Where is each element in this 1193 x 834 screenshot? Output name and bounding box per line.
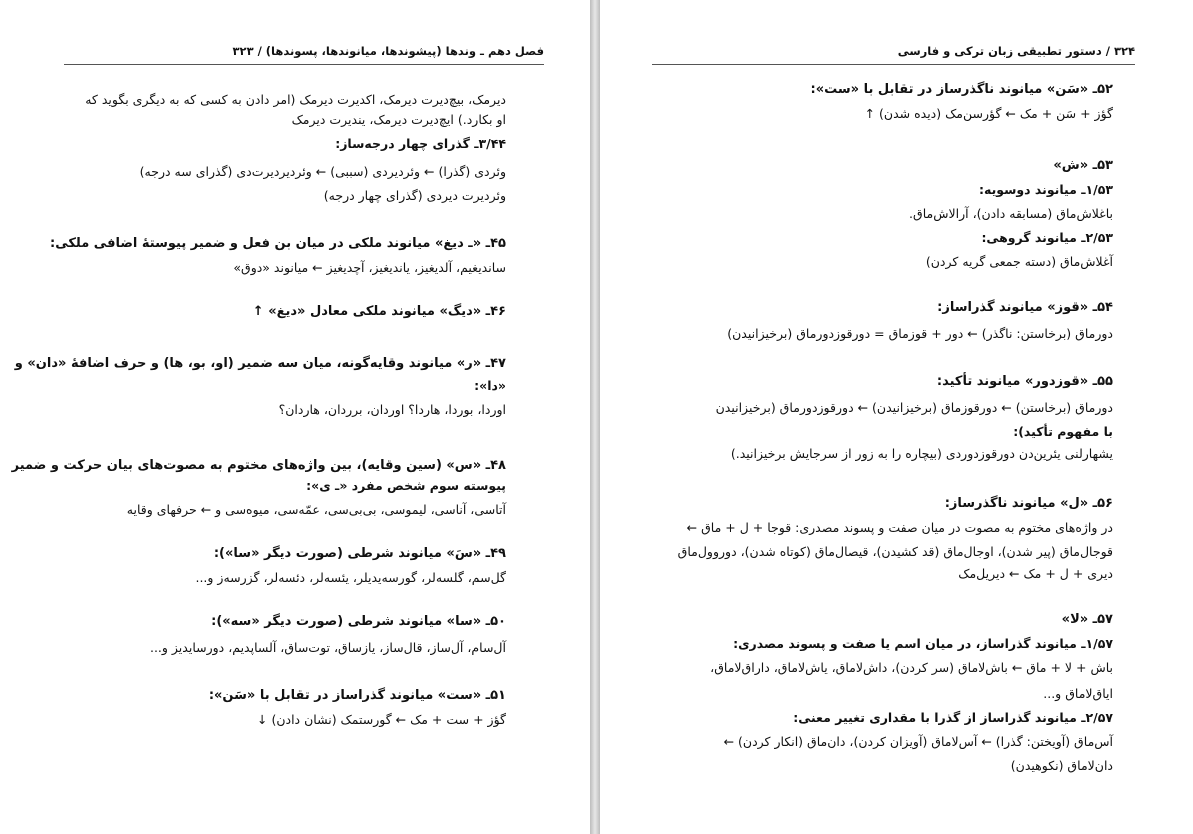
text-line: گؤز + ست + مک ← گورستمک (نشان دادن) ↓ bbox=[257, 712, 506, 727]
subsection-heading: ۱/۵۳ـ میانوند دوسویه: bbox=[978, 182, 1113, 197]
section-heading: ۵۷ـ «لا» bbox=[1061, 612, 1113, 627]
text-line: گل‌سم، گلسه‌لر، گورسه‌یدیلر، یئسه‌لر، دئسه‌لر، گزرسه‌ز و... bbox=[195, 570, 506, 585]
section-heading: ۵۲ـ «سَن» میانوند ناگذرساز در تقابل با «ست»: bbox=[810, 82, 1113, 97]
section-heading: ۵۶ـ «ل» میانوند ناگذرساز: bbox=[944, 496, 1113, 511]
text-line: یشهارلنی یئرین‌دن دورقوزدوردی (بیچاره را به زور از سرجایش برخیزانید.) bbox=[730, 446, 1113, 461]
section-heading: ۴۹ـ «سَ» میانوند شرطی (صورت دیگر «سا»): bbox=[213, 546, 506, 561]
page-header: ۳۲۴ / دستور تطبیقی زبان ترکی و فارسی bbox=[897, 44, 1135, 58]
text-line: دورماق (برخاستن: ناگذر) ← دور + قوزماق = دورقوزدورماق (برخیزانیدن) bbox=[727, 326, 1113, 341]
right-page bbox=[600, 0, 1193, 834]
text-line: آغلاش‌ماق (دسته جمعی گریه کردن) bbox=[925, 254, 1113, 269]
section-heading: ۵۳ـ «ش» bbox=[1053, 158, 1113, 173]
section-heading: ۴۵ـ «ـ دیغ» میانوند ملکی در میان بن فعل و ضمیر پیوستهٔ اضافی ملکی: bbox=[50, 236, 506, 251]
text-line: قوجال‌ماق (پیر شدن)، اوجال‌ماق (قد کشیدن)، قیصال‌ماق (کوتاه شدن)، دوروول‌ماق bbox=[677, 544, 1113, 559]
text-line: ساندیغیم، آلدیغیز، یاندیغیز، آچدیغیز ← میانوند «دوق» bbox=[233, 260, 506, 275]
section-heading: ۴۸ـ «س» (سین وقایه)، بین واژه‌های مختوم به مصوت‌های بیان حرکت و ضمیر bbox=[11, 458, 506, 473]
header-rule bbox=[64, 64, 544, 65]
subsection-heading: ۲/۵۷ـ میانوند گذراساز از گذرا با مقداری تغییر معنی: bbox=[793, 710, 1113, 725]
subsection-heading: «دا»: bbox=[474, 378, 506, 393]
left-page bbox=[0, 0, 590, 834]
book-spine bbox=[590, 0, 600, 834]
text-line: او بکارد.) ایچ‌دیرت دیرمک، یندیرت دیرمک bbox=[291, 112, 506, 127]
text-line: اوردا، بوردا، هاردا؟ اوردان، برردان، هاردان؟ bbox=[278, 402, 506, 417]
page-header: فصل دهم ـ وندها (پیشوندها، میانوندها، پسوندها) / ۳۲۳ bbox=[232, 44, 544, 58]
text-line: ایاق‌لاماق و... bbox=[1043, 686, 1113, 701]
header-rule bbox=[652, 64, 1135, 65]
text-line: در واژه‌های مختوم به مصوت در میان صفت و پسوند مصدری: قوجا + ل + ماق ← bbox=[686, 520, 1113, 535]
text-line: باش + لا + ماق ← باش‌لاماق (سر کردن)، داش‌لاماق، یاش‌لاماق، داراق‌لاماق، bbox=[710, 660, 1113, 675]
text-line: آس‌ماق (آویختن: گذرا) ← آس‌لاماق (آویزان کردن)، دان‌ماق (انکار کردن) ← bbox=[723, 734, 1113, 749]
subsection-heading: ۲/۵۳ـ میانوند گروهی: bbox=[981, 230, 1113, 245]
text-line: دان‌لاماق (نکوهیدن) bbox=[1010, 758, 1113, 773]
text-line: دورماق (برخاستن) ← دورقوزماق (برخیزانیدن) ← دورقوزدورماق (برخیزانیدن bbox=[715, 400, 1113, 415]
subsection-heading: پیوسته سوم شخص مفرد «ـ ی»: bbox=[306, 478, 506, 493]
text-line: باغلاش‌ماق (مسابقه دادن)، آرالاش‌ماق. bbox=[909, 206, 1113, 221]
section-heading: ۴۶ـ «دیگ» میانوند ملکی معادل «دیغ» ↑ bbox=[252, 304, 506, 319]
subsection-heading: ۳/۴۴ـ گذرای چهار درجه‌ساز: bbox=[335, 136, 506, 151]
text-line: گؤز + سَن + مک ← گؤرسن‌مک (دیده شدن) ↑ bbox=[864, 106, 1113, 121]
section-heading: ۵۴ـ «قوز» میانوند گذراساز: bbox=[937, 300, 1113, 315]
text-line: دیری + ل + مک ← دیریل‌مک bbox=[958, 566, 1113, 581]
section-heading: ۵۱ـ «ست» میانوند گذراساز در تقابل با «سَن»: bbox=[208, 688, 506, 703]
subsection-heading: ۱/۵۷ـ میانوند گذراساز، در میان اسم یا صفت و پسوند مصدری: bbox=[733, 636, 1113, 651]
section-heading: ۴۷ـ «ر» میانوند وقایه‌گونه، میان سه ضمیر (او، بو، ها) و حرف اضافهٔ «دان» و bbox=[14, 356, 506, 371]
text-line: وئردیرت دیردی (گذرای چهار درجه) bbox=[323, 188, 506, 203]
text-line: وئردی (گذرا) ← وئردیردی (سببی) ← وئردیردیرت‌دی (گذرای سه درجه) bbox=[139, 164, 506, 179]
text-line: دیرمک، بیچ‌دیرت دیرمک، اکدیرت دیرمک (امر دادن به کسی که به دیگری بگوید که bbox=[85, 92, 506, 107]
section-heading: ۵۵ـ «قوزدور» میانوند تأکید: bbox=[936, 374, 1113, 389]
text-line: آتاسی، آناسی، لیموسی، بی‌بی‌سی، عمّه‌سی، میوه‌سی و ← حرفهای وقایه bbox=[126, 502, 506, 517]
subsection-heading: با مفهوم تأکید): bbox=[1013, 424, 1113, 439]
text-line: آل‌سام، آل‌ساز، قال‌ساز، یازساق، توت‌ساق، آلساپدیم، دورسایدیز و... bbox=[149, 640, 506, 655]
section-heading: ۵۰ـ «سا» میانوند شرطی (صورت دیگر «سه»): bbox=[211, 614, 506, 629]
